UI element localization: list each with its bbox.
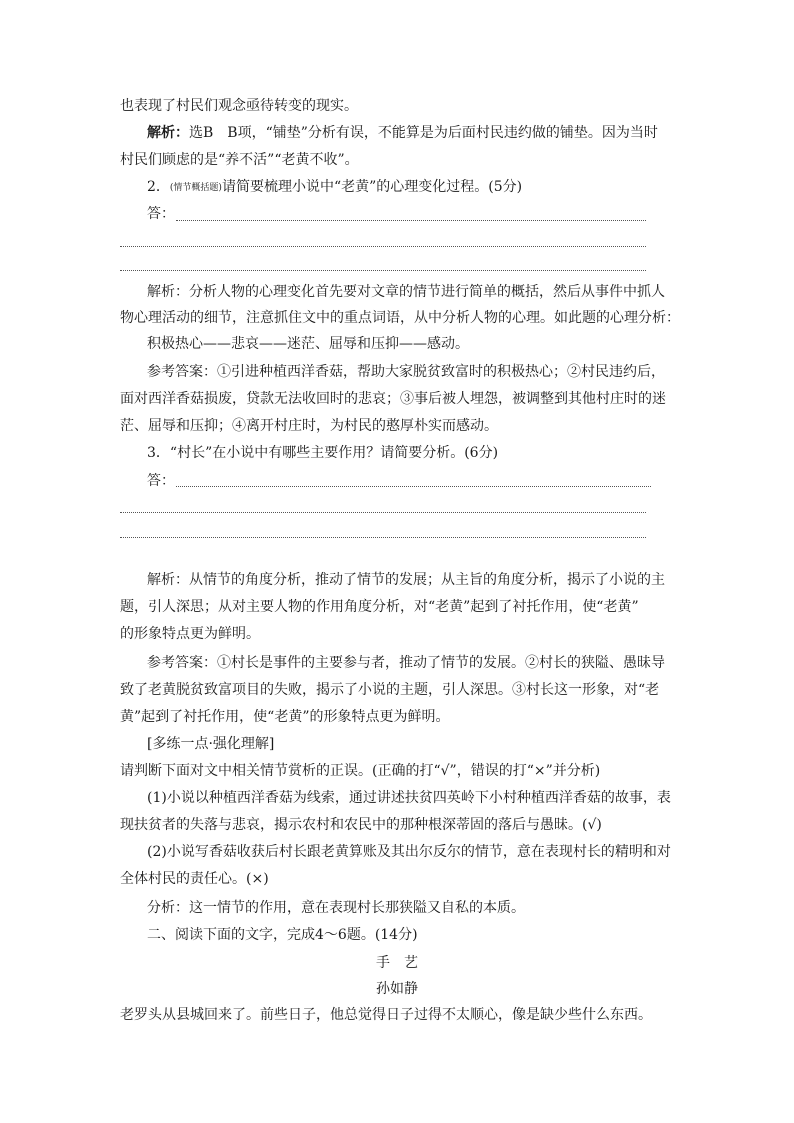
answer-blank-line[interactable] xyxy=(120,537,646,538)
question-number: 2． xyxy=(147,179,170,195)
answer-label: 答： xyxy=(147,206,175,222)
practice-item-1-cont: 现扶贫者的失落与悲哀，揭示农村和农民中的那种根深蒂固的落后与愚昧。(√) xyxy=(120,817,602,833)
reference-answer-line: 参考答案：①村长是事件的主要参与者，推动了情节的发展。②村长的狭隘、愚昧导 xyxy=(147,655,665,671)
story-author: 孙如静 xyxy=(376,981,418,997)
answer-blank-line[interactable] xyxy=(176,486,651,487)
practice-intro: 请判断下面对文中相关情节赏析的正误。(正确的打“√”，错误的打“×”并分析) xyxy=(120,763,601,779)
analysis-line: 解析：分析人物的心理变化首先要对文章的情节进行简单的概括，然后从事件中抓人 xyxy=(147,284,665,300)
reference-answer-line: 致了老黄脱贫致富项目的失败，揭示了小说的主题，引人深思。③村长这一形象，对“老 xyxy=(120,682,660,698)
practice-item-2: (2)小说写香菇收获后村长跟老黄算账及其出尔反尔的情节，意在表现村长的精明和对 xyxy=(147,844,671,860)
answer-blank-line[interactable] xyxy=(176,220,646,221)
analysis-line: 物心理活动的细节，注意抓住文中的重点词语，从中分析人物的心理。如此题的心理分析： xyxy=(120,310,680,326)
text-line: 也表现了村民们观念亟待转变的现实。 xyxy=(120,98,358,114)
text-line: 村民们顾虑的是“养不活”“老黄不收”。 xyxy=(120,152,359,168)
story-title: 手 艺 xyxy=(376,955,418,971)
analysis-line: 积极热心——悲哀——迷茫、屈辱和压抑——感动。 xyxy=(147,336,469,352)
reference-answer-line: 参考答案：①引进种植西洋香菇，帮助大家脱贫致富时的积极热心；②村民违约后， xyxy=(147,364,665,380)
reference-answer-line: 黄”起到了衬托作用，使“老黄”的形象特点更为鲜明。 xyxy=(120,709,450,725)
analysis-line xyxy=(147,120,674,146)
reference-answer-line: 茫、屈辱和压抑；④离开村庄时，为村民的憨厚朴实而感动。 xyxy=(120,418,498,434)
answer-blank-line[interactable] xyxy=(120,246,646,247)
practice-item-2-cont: 全体村民的责任心。(×) xyxy=(120,871,269,887)
reference-answer-line: 面对西洋香菇损废，贷款无法收回时的悲哀；③事后被人埋怨，被调整到其他村庄时的迷 xyxy=(120,391,666,407)
practice-heading: [多练一点·强化理解] xyxy=(147,736,275,752)
question-3: 3．“村长”在小说中有哪些主要作用？请简要分析。(6分) xyxy=(147,445,499,461)
analysis-line: 的形象特点更为鲜明。 xyxy=(120,626,260,642)
section-heading: 二、阅读下面的文字，完成4～6题。(14分) xyxy=(147,927,418,943)
analysis-text: 选B B项，“铺垫”分析有误，不能算是为后面村民违约做的铺垫。因为当时 xyxy=(189,125,658,141)
question-type-tag: (情节概括题) xyxy=(169,183,222,193)
question-text: 请简要梳理小说中“老黄”的心理变化过程。(5分) xyxy=(221,179,523,195)
answer-blank-line[interactable] xyxy=(120,512,646,513)
analysis-line: 解析：从情节的角度分析，推动了情节的发展；从主旨的角度分析，揭示了小说的主 xyxy=(147,572,665,588)
practice-item-1: (1)小说以种植西洋香菇为线索，通过讲述扶贫四英岭下小村种植西洋香菇的故事，表 xyxy=(147,790,671,806)
story-first-line: 老罗头从县城回来了。前些日子，他总觉得日子过得不太顺心，像是缺少些什么东西。 xyxy=(120,1007,652,1023)
question-2 xyxy=(147,174,674,200)
answer-blank-line[interactable] xyxy=(120,270,646,271)
answer-label: 答： xyxy=(147,473,175,489)
analysis-label: 解析： xyxy=(147,125,189,141)
analysis-line: 题，引人深思；从对主要人物的作用角度分析，对“老黄”起到了衬托作用，使“老黄” xyxy=(120,599,639,615)
practice-analysis: 分析：这一情节的作用，意在表现村长那狭隘又自私的本质。 xyxy=(147,900,525,916)
